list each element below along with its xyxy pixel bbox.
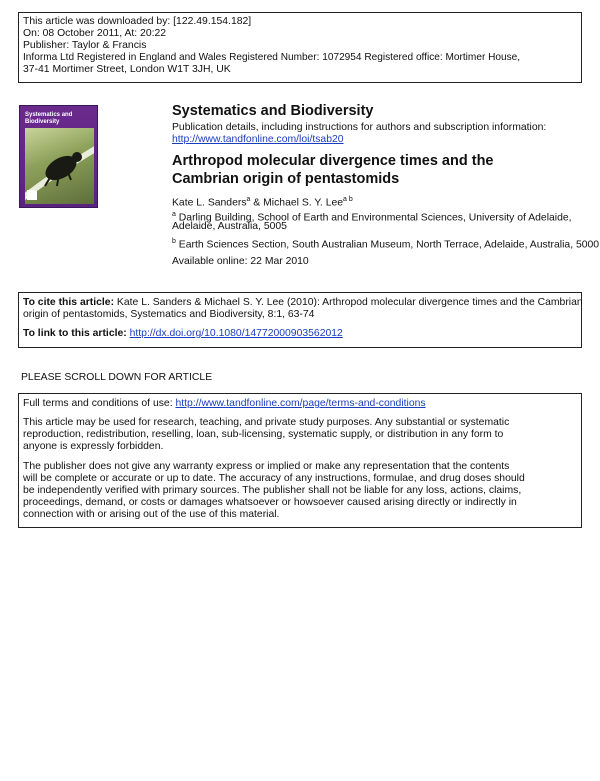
download-line: 37-41 Mortimer Street, London W1T 3JH, UK [23, 64, 231, 75]
author-sup: a [246, 196, 251, 203]
publication-details: Publication details, including instructions for authors and subscription information: [172, 122, 547, 133]
article-title: Cambrian origin of pentastomids [172, 171, 400, 187]
download-info-box [18, 12, 582, 83]
terms-paragraph-line: will be complete or accurate or up to date. The accuracy of any instructions, formulae, and drug doses should [23, 473, 525, 484]
terms-link[interactable]: http://www.tandfonline.com/page/terms-and-conditions [175, 398, 426, 409]
cite-label: To cite this article: [23, 297, 115, 308]
affiliation-b: $^b$ Earth Sciences Section, South Australian Museum, North Terrace, Adelaide, Australia, 5000 [172, 238, 600, 251]
terms-box [18, 393, 582, 528]
affiliation-a: $^a$ Darling Building, School of Earth and Environmental Sciences, University of Adelaide, [172, 211, 572, 224]
terms-paragraph-line: connection with or arising out of the use of this material. [23, 509, 280, 520]
cover-title-line: Biodiversity [25, 119, 60, 125]
terms-paragraph-line: be independently verified with primary sources. The publisher shall not be liable for any loss, actions, claims, [23, 485, 522, 496]
affiliation-sup: b [172, 238, 176, 245]
affiliation-a-cont: Adelaide, Australia, 5005 [172, 221, 287, 232]
author-name: & Michael S. Y. Lee [250, 197, 344, 209]
affiliation-sup: a [172, 211, 176, 218]
journal-url-link[interactable]: http://www.tandfonline.com/loi/tsab20 [172, 134, 344, 145]
author-name: Kate L. Sanders [172, 197, 247, 209]
scroll-notice: PLEASE SCROLL DOWN FOR ARTICLE [21, 372, 213, 383]
cite-text: Kate L. Sanders & Michael S. Y. Lee (2010): Arthropod molecular divergence times and the Cambrian [114, 297, 583, 308]
author-sup: a b [343, 196, 353, 203]
download-line: This article was downloaded by: [122.49.154.182] [23, 16, 252, 27]
cover-title-line: Systematics and [25, 112, 73, 118]
terms-label: Full terms and conditions of use: [23, 398, 176, 409]
beetle-icon [25, 128, 94, 204]
terms-paragraph-line: proceedings, demand, or costs or damages whatsoever or howsoever caused arising directly or indirectly in [23, 497, 517, 508]
citation-box [18, 292, 582, 348]
terms-paragraph-line: reproduction, redistribution, reselling, loan, sub-licensing, systematic supply, or distribution in any form to [23, 429, 504, 440]
article-title: Arthropod molecular divergence times and the [172, 153, 494, 169]
journal-name: Systematics and Biodiversity [172, 103, 374, 119]
download-line: Publisher: Taylor & Francis [23, 40, 147, 51]
authors [172, 194, 353, 209]
available-online: Available online: 22 Mar 2010 [172, 256, 309, 267]
journal-cover-image [19, 105, 98, 208]
download-line: Informa Ltd Registered in England and Wales Registered Number: 1072954 Registered office: Mortimer House, [23, 52, 521, 63]
doi-link[interactable]: http://dx.doi.org/10.1080/14772000903562012 [129, 328, 343, 339]
terms-paragraph-line: The publisher does not give any warranty express or implied or make any representation that the contents [23, 461, 510, 472]
cite-text: origin of pentastomids, Systematics and Biodiversity, 8:1, 63-74 [23, 309, 315, 320]
link-label: To link to this article: [23, 328, 130, 339]
download-line: On: 08 October 2011, At: 20:22 [23, 28, 167, 39]
beetle-photo [25, 128, 94, 204]
terms-paragraph-line: anyone is expressly forbidden. [23, 441, 164, 452]
terms-paragraph-line: This article may be used for research, teaching, and private study purposes. Any substantial or systematic [23, 417, 510, 428]
